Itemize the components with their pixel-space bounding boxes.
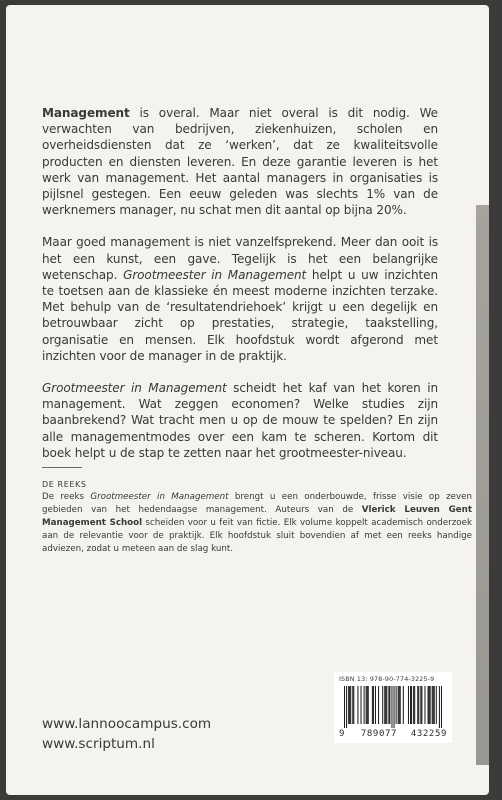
barcode-bar [372,686,373,724]
blurb-paragraph-3 [42,380,438,461]
series-title-italic: Grootmeester in Management [90,492,229,503]
spine-strip [476,205,489,765]
barcode-bar [384,686,385,724]
barcode-bar [373,686,374,724]
lannoocampus-link[interactable]: www.lannoocampus.com [42,716,212,732]
series-section [42,478,472,557]
barcode-bar [367,686,368,724]
book-back-cover [6,5,489,795]
barcode-bar [400,686,401,724]
barcode-icon [339,686,447,728]
blurb-paragraph-1 [42,105,438,218]
barcode-bar [361,686,362,724]
barcode-bar [441,686,442,728]
barcode-bar [418,686,419,724]
management-bold: Management [42,106,130,120]
series-heading: DE REEKS [42,480,87,489]
barcode-bar [403,686,404,724]
ean-group-1: 789077 [360,729,398,739]
barcode-bar [424,686,425,724]
ean-first-digit: 9 [339,729,346,739]
divider [42,467,82,468]
barcode-bar [408,686,409,724]
barcode-bar [428,686,429,724]
barcode-bar [420,686,421,724]
ean-group-2: 432259 [410,729,447,739]
ean-digits [339,729,447,739]
barcode-bar [385,686,386,724]
barcode-bar [391,686,392,728]
barcode-bar [386,686,387,724]
barcode-bar [348,686,349,724]
barcode-bar [344,686,345,728]
barcode-bar [414,686,415,724]
barcode-bar [429,686,430,724]
barcode-bar [417,686,418,724]
book-title-italic: Grootmeester in Management [42,381,227,396]
barcode-bar [398,686,399,724]
book-title-italic: Grootmeester in Management [123,267,307,282]
barcode-bar [350,686,351,724]
barcode-bar [357,686,358,724]
isbn-barcode [334,672,452,743]
barcode-bar [394,686,395,728]
barcode-bar [421,686,422,724]
blurb-paragraph-1-text: is overal. Maar niet overal is dit nodig. We verwachten van bedrijven, ziekenhuizen, scholen en overheidsdiensten dat ze ‘werken’, dat ze kwaliteitsvolle producten en diensten leveren. En deze garantie leveren is het werk van management. Het aantal managers in organisaties is pijlsnel gestegen. Een eeuw geleden was slechts 1% van de werknemers manager, nu schat men dit aantal op bijna 20%. [42,106,438,218]
barcode-bar [399,686,400,724]
barcode-bar [346,686,347,728]
series-description [42,491,472,556]
barcode-bar [434,686,435,724]
barcode-bar [366,686,367,724]
barcode-bar [368,686,369,724]
barcode-bar [396,686,397,724]
barcode-bar [388,686,389,724]
blurb-paragraph-2-start: Maar goed management is niet vanzelfsprekend. Meer dan ooit is het een kunst, een gave. Tegelijk is het een belangrijke wetenschap. [42,235,438,282]
series-text-3: scheiden voor u feit van fictie. Elk volume koppelt academisch onderzoek aan de relevantie voor de praktijk. Elk hoofdstuk sluit bovendien af met een reeks handige adviezen, zodat u meteen aan de slag kunt. [42,518,472,555]
blurb-paragraph-2-text: helpt u uw inzichten te toetsen aan de klassieke én meest moderne inzichten terzake. Met behulp van de ‘resultatendriehoek’ krijgt u een degelijk en betrouwbaar zicht op prestaties, strategie, taakstelling, organisatie en mensen. Elk hoofdstuk wordt afgerond met inzichten voor de manager in de praktijk. [42,267,438,363]
school-name-bold: Vlerick Leuven Gent Management School [42,505,472,529]
series-text-1: De reeks [42,492,91,503]
barcode-bar [411,686,412,724]
barcode-bar [364,686,365,724]
barcode-bar [349,686,350,724]
barcode-bar [378,686,379,724]
barcode-bar [375,686,376,724]
series-text-2: brengt u een onderbouwde, frisse visie op zeven gebieden van het hedendaagse management. Auteurs van de [42,492,472,516]
blurb [42,105,438,477]
barcode-bar [410,686,411,724]
blurb-paragraph-3-text: scheidt het kaf van het koren in management. Wat zeggen economen? Welke studies zijn baanbrekend? Wat tracht men u op de mouw te spelden? En zijn alle managementmodes over een kam te scheren. Kortom dit boek helpt u de stap te zetten naar het grootmeester-niveau. [42,381,438,460]
barcode-bar [432,686,433,724]
barcode-bar [436,686,437,724]
barcode-bar [352,686,353,724]
barcode-bar [413,686,414,724]
publisher-links [42,714,211,754]
barcode-bar [439,686,440,728]
isbn-label: ISBN 13: 978-90-774-3225-9 [339,676,435,683]
blurb-paragraph-2 [42,234,438,364]
barcode-bar [389,686,390,724]
barcode-bar [430,686,431,724]
barcode-bar [433,686,434,724]
barcode-bar [382,686,383,724]
scriptum-link[interactable]: www.scriptum.nl [42,736,155,752]
barcode-bar [353,686,354,724]
